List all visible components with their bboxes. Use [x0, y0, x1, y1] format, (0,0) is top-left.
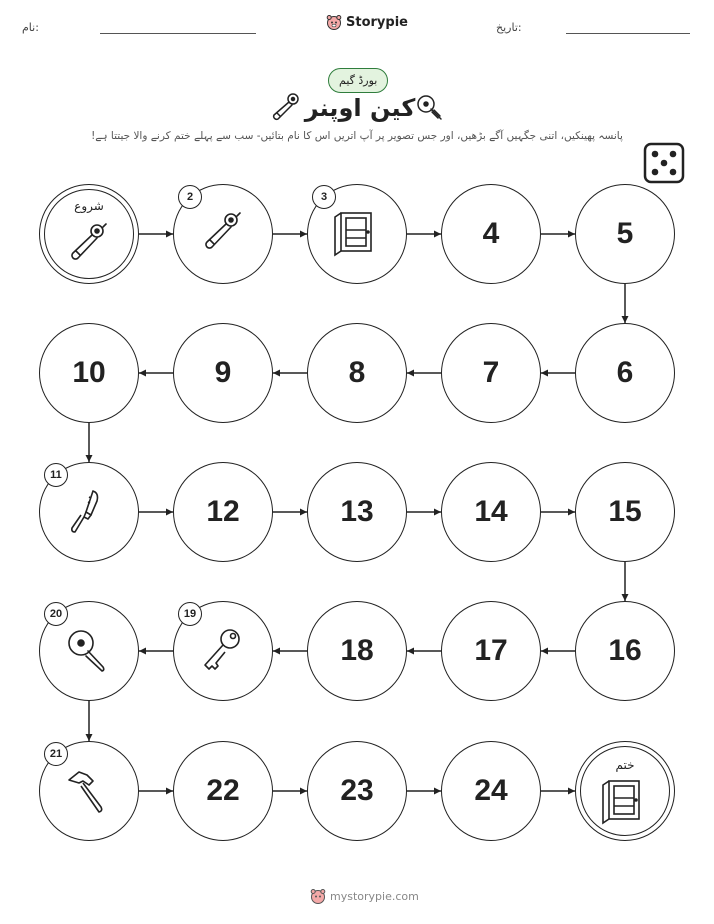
- space-number: 13: [340, 495, 374, 528]
- key-icon: [199, 627, 247, 675]
- space-number: 10: [72, 356, 106, 389]
- space-number: 15: [608, 495, 642, 528]
- board-space-2[interactable]: [173, 184, 273, 284]
- board-space-6[interactable]: [575, 323, 675, 423]
- board-space-7[interactable]: [441, 323, 541, 423]
- pizza-cutter-icon: [65, 627, 113, 675]
- name-line[interactable]: [100, 33, 256, 34]
- board-space-16[interactable]: [575, 601, 675, 701]
- board-space-3[interactable]: [307, 184, 407, 284]
- footer-url: mystorypie.com: [330, 889, 419, 903]
- name-label: نام:: [22, 21, 39, 34]
- page-title: کین اوپنر: [304, 94, 416, 122]
- space-number: 23: [340, 774, 374, 807]
- board-space-9[interactable]: [173, 323, 273, 423]
- board-space-24[interactable]: [441, 741, 541, 841]
- dice-icon[interactable]: [643, 142, 685, 184]
- cabinet-icon: [601, 778, 649, 826]
- space-number-badge: 2: [178, 185, 202, 209]
- finish-space[interactable]: [575, 741, 675, 841]
- start-label: شروع: [74, 199, 104, 213]
- board-space-15[interactable]: [575, 462, 675, 562]
- knife-icon: [65, 488, 113, 536]
- hammer-icon: [65, 767, 113, 815]
- space-number: 22: [206, 774, 240, 807]
- instructions-text: پانسہ پھینکیں، اتنی جگہیں آگے بڑھیں، اور جس تصویر پر آپ اتریں اس کا نام بتائیں- سب سے پہلے ختم کرنے والا جیتتا ہے!: [91, 130, 623, 142]
- board-space-12[interactable]: [173, 462, 273, 562]
- space-number: 12: [206, 495, 240, 528]
- space-number: 7: [482, 356, 500, 389]
- board-space-17[interactable]: [441, 601, 541, 701]
- space-number-badge: 11: [44, 463, 68, 487]
- board-space-10[interactable]: [39, 323, 139, 423]
- brand-name: Storypie: [346, 14, 408, 30]
- board-space-13[interactable]: [307, 462, 407, 562]
- can-opener-icon: [268, 92, 302, 122]
- board-space-23[interactable]: [307, 741, 407, 841]
- finish-label: ختم: [615, 758, 635, 772]
- can-opener-icon: [65, 221, 113, 269]
- space-number: 17: [474, 634, 508, 667]
- date-line[interactable]: [566, 33, 690, 34]
- board-space-21[interactable]: [39, 741, 139, 841]
- board-space-5[interactable]: [575, 184, 675, 284]
- space-number: 24: [474, 774, 508, 807]
- board-space-4[interactable]: [441, 184, 541, 284]
- board-space-19[interactable]: [173, 601, 273, 701]
- footer: [310, 888, 419, 904]
- space-number: 6: [616, 356, 634, 389]
- storypie-logo-icon: [310, 888, 326, 904]
- can-opener-icon: [199, 210, 247, 258]
- space-number: 9: [214, 356, 232, 389]
- space-number-badge: 3: [312, 185, 336, 209]
- board-space-22[interactable]: [173, 741, 273, 841]
- pizza-cutter-icon: [414, 92, 446, 124]
- board-game-badge: بورڈ گیم: [328, 68, 388, 93]
- cabinet-icon: [333, 210, 381, 258]
- storypie-logo-icon: [326, 14, 342, 30]
- space-number: 18: [340, 634, 374, 667]
- board-space-8[interactable]: [307, 323, 407, 423]
- space-number: 8: [348, 356, 366, 389]
- board-space-20[interactable]: [39, 601, 139, 701]
- space-number-badge: 20: [44, 602, 68, 626]
- start-space[interactable]: [39, 184, 139, 284]
- space-number-badge: 21: [44, 742, 68, 766]
- date-label: تاریخ:: [496, 21, 522, 34]
- board-space-18[interactable]: [307, 601, 407, 701]
- space-number: 4: [482, 217, 500, 250]
- board-space-14[interactable]: [441, 462, 541, 562]
- space-number: 5: [616, 217, 634, 250]
- board-space-11[interactable]: [39, 462, 139, 562]
- space-number-badge: 19: [178, 602, 202, 626]
- space-number: 14: [474, 495, 508, 528]
- brand-logo: [326, 14, 408, 30]
- space-number: 16: [608, 634, 642, 667]
